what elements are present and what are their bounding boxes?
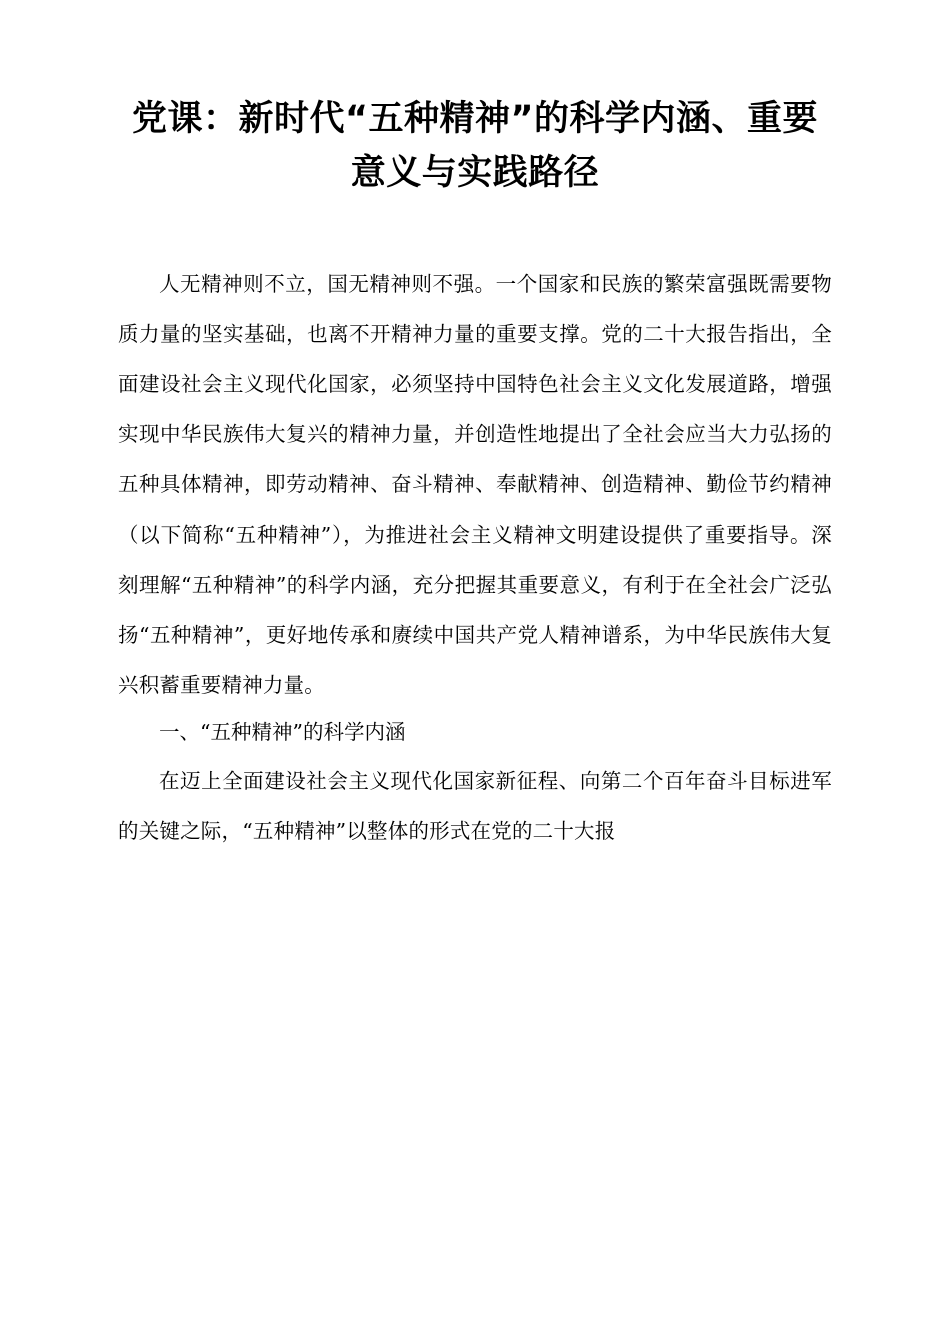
body-paragraph-1: 人无精神则不立，国无精神则不强。一个国家和民族的繁荣富强既需要物质力量的坚实基础，也离不开精神力量的重要支撑。党的二十大报告指出，全面建设社会主义现代化国家，必须坚持中国特色社会主义文化发展道路，增强实现中华民族伟大复兴的精神力量，并创造性地提出了全社会应当大力弘扬的五种具体精神，即劳动精神、奋斗精神、奉献精神、创造精神、勤俭节约精神（以下简称“五种精神”），为推进社会主义精神文明建设提供了重要指导。深刻理解“五种精神”的科学内涵，充分把握其重要意义，有利于在全社会广泛弘扬“五种精神”，更好地传承和赓续中国共产党人精神谱系，为中华民族伟大复兴积蓄重要精神力量。: [118, 271, 832, 698]
section-heading-1: 一、“五种精神”的科学内涵: [159, 720, 406, 745]
body-paragraph-2: 在迈上全面建设社会主义现代化国家新征程、向第二个百年奋斗目标进军的关键之际，“五种精神”以整体的形式在党的二十大报: [118, 768, 832, 843]
page-title: 党课：新时代“五种精神”的科学内涵、重要意义与实践路径: [131, 99, 818, 194]
